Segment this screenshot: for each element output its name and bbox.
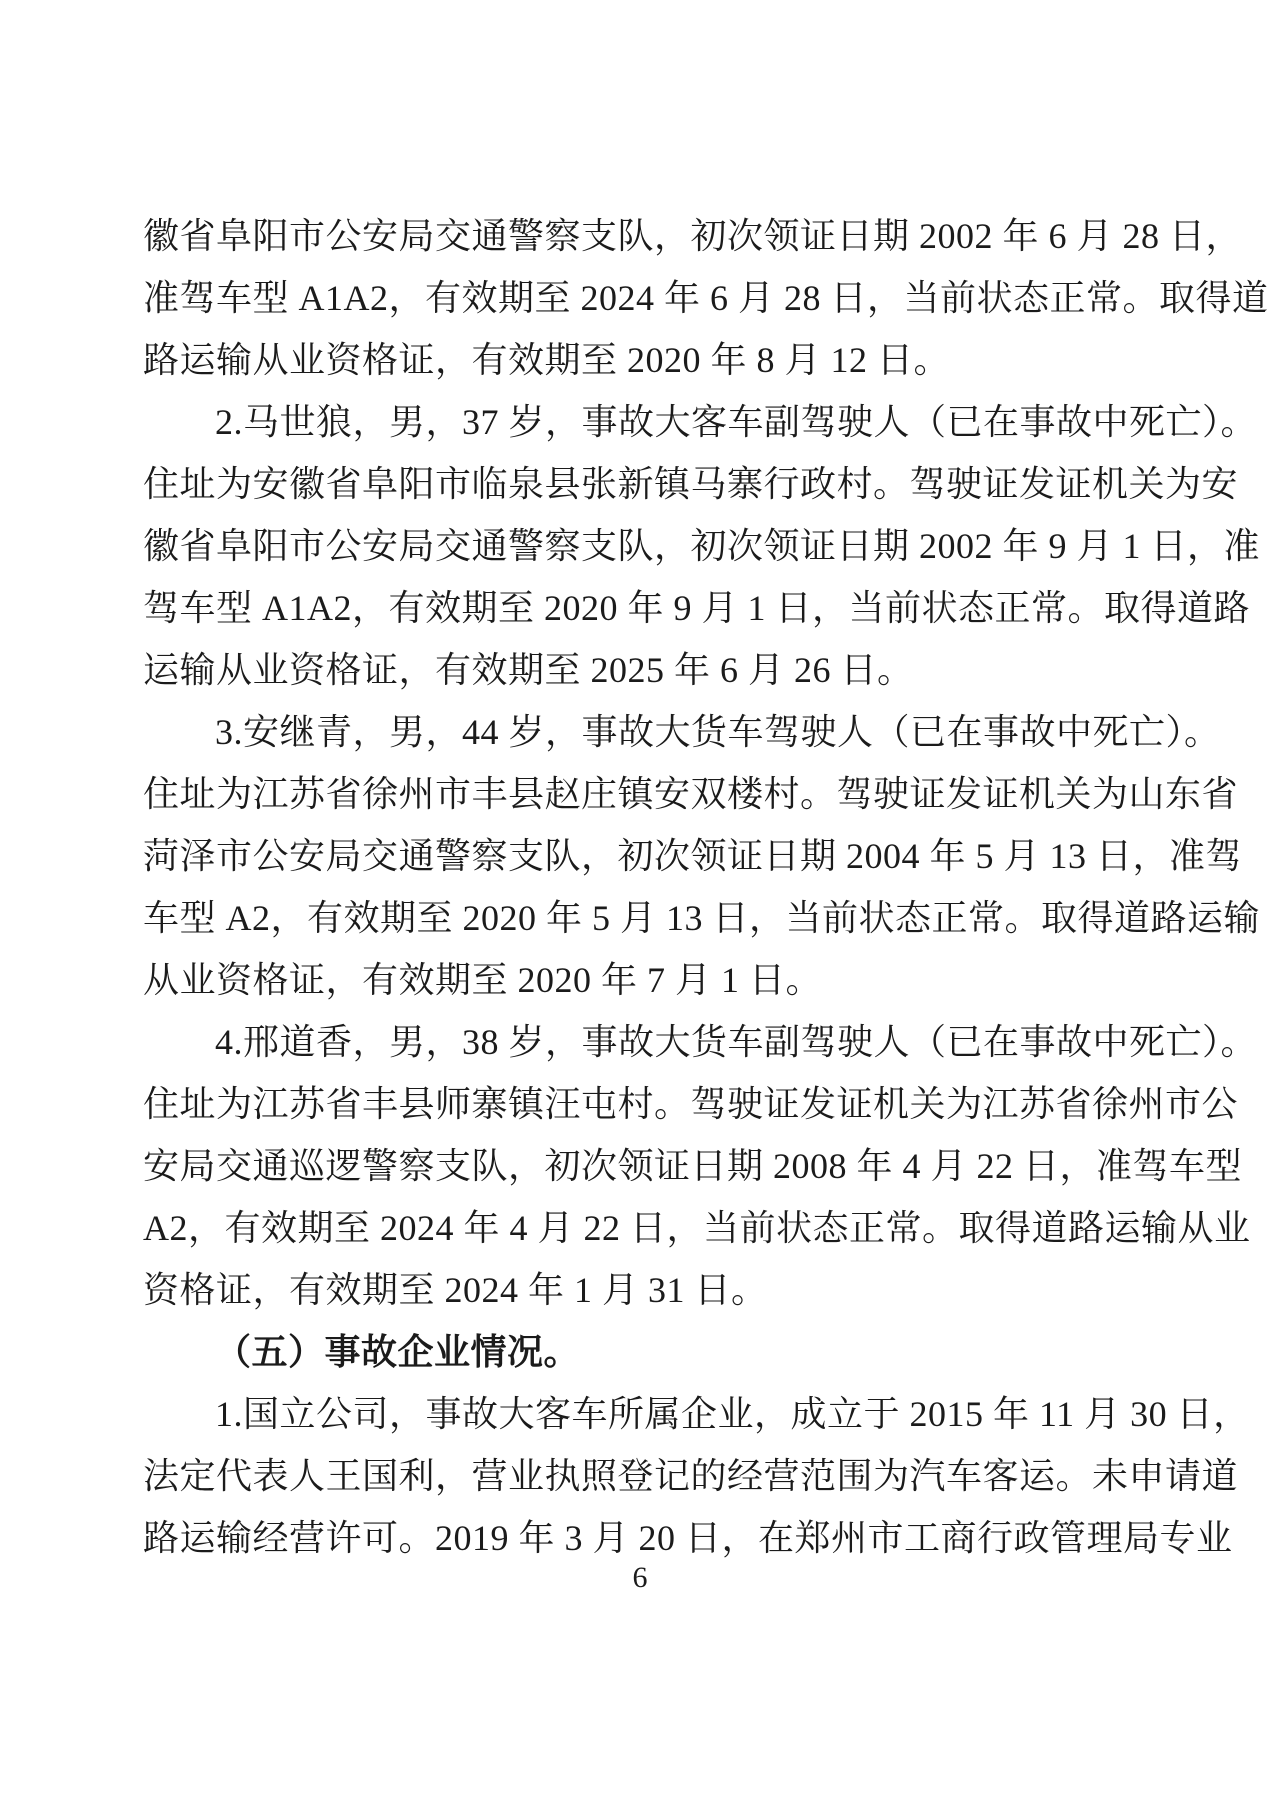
body-text-line: 住址为江苏省丰县师寨镇汪屯村。驾驶证发证机关为江苏省徐州市公 [143, 1084, 1239, 1124]
body-text-line: 徽省阜阳市公安局交通警察支队，初次领证日期 2002 年 6 月 28 日， [143, 216, 1243, 256]
body-text-line: 1.国立公司，事故大客车所属企业，成立于 2015 年 11 月 30 日， [215, 1394, 1250, 1434]
body-text-line: 2.马世狼，男，37 岁，事故大客车副驾驶人（已在事故中死亡）。 [215, 402, 1258, 442]
body-text-line: 法定代表人王国利，营业执照登记的经营范围为汽车客运。未申请道 [143, 1456, 1239, 1496]
body-text-line: 车型 A2，有效期至 2020 年 5 月 13 日，当前状态正常。取得道路运输 [143, 898, 1260, 938]
body-text-line: 路运输从业资格证，有效期至 2020 年 8 月 12 日。 [143, 340, 951, 380]
body-text-line: 准驾车型 A1A2，有效期至 2024 年 6 月 28 日，当前状态正常。取得道 [143, 278, 1269, 318]
body-text-line: 驾车型 A1A2，有效期至 2020 年 9 月 1 日，当前状态正常。取得道路 [143, 588, 1250, 628]
body-text-line: 住址为江苏省徐州市丰县赵庄镇安双楼村。驾驶证发证机关为山东省 [143, 774, 1239, 814]
body-text-line: 3.安继青，男，44 岁，事故大货车驾驶人（已在事故中死亡）。 [215, 712, 1221, 752]
body-text-line: 资格证，有效期至 2024 年 1 月 31 日。 [143, 1270, 768, 1310]
body-text-line: 4.邢道香，男，38 岁，事故大货车副驾驶人（已在事故中死亡）。 [215, 1022, 1258, 1062]
body-text-line: 从业资格证，有效期至 2020 年 7 月 1 日。 [143, 960, 823, 1000]
body-text-line: 运输从业资格证，有效期至 2025 年 6 月 26 日。 [143, 650, 914, 690]
body-text-line: 菏泽市公安局交通警察支队，初次领证日期 2004 年 5 月 13 日，准驾 [143, 836, 1243, 876]
body-text-line: 徽省阜阳市公安局交通警察支队，初次领证日期 2002 年 9 月 1 日，准 [143, 526, 1261, 566]
body-text-line: 路运输经营许可。2019 年 3 月 20 日，在郑州市工商行政管理局专业 [143, 1518, 1233, 1558]
page-number: 6 [632, 1561, 648, 1594]
body-text-line: A2，有效期至 2024 年 4 月 22 日，当前状态正常。取得道路运输从业 [143, 1208, 1251, 1248]
document-body [143, 205, 1269, 1569]
body-text-line: 安局交通巡逻警察支队，初次领证日期 2008 年 4 月 22 日，准驾车型 [143, 1146, 1243, 1186]
body-text-line: 住址为安徽省阜阳市临泉县张新镇马寨行政村。驾驶证发证机关为安 [143, 464, 1239, 504]
section-heading-line: （五）事故企业情况。 [215, 1332, 581, 1372]
